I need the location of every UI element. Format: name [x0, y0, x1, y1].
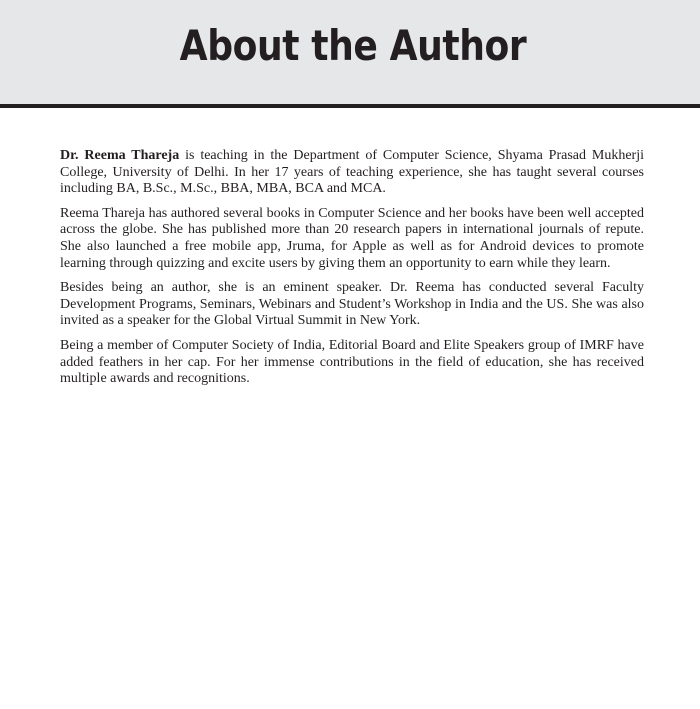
author-bio [60, 148, 644, 396]
page-title: About the Author [179, 21, 527, 70]
bio-paragraph-4: Being a member of Computer Society of India, Editorial Board and Elite Speakers group of IMRF have added feathers in her cap. For her immense contributions in the field of education, she has received multiple awards and recognitions. [60, 337, 644, 387]
bio-paragraph-1-text: is teaching in the Department of Computer Science, Shyama Prasad Mukherji College, University of Delhi. In her 17 years of teaching experience, she has taught several courses including BA, B.Sc., M.Sc., BBA, MBA, BCA and MCA. [60, 148, 644, 197]
bio-paragraph-2: Reema Thareja has authored several books in Computer Science and her books have been well accepted across the globe. She has published more than 20 research papers in international journals of repute. She also launched a free mobile app, Jruma, for Apple as well as for Android devices to promote learning through quizzing and excite users by giving them an opportunity to earn while they learn. [60, 205, 644, 271]
bio-paragraph-1 [60, 148, 644, 198]
header-divider [0, 104, 700, 108]
header-band [0, 0, 700, 104]
author-name: Dr. Reema Thareja [60, 148, 180, 163]
bio-paragraph-3: Besides being an author, she is an eminent speaker. Dr. Reema has conducted several Faculty Development Programs, Seminars, Webinars and Student’s Workshop in India and the US. She was also invited as a speaker for the Global Virtual Summit in New York. [60, 280, 644, 329]
